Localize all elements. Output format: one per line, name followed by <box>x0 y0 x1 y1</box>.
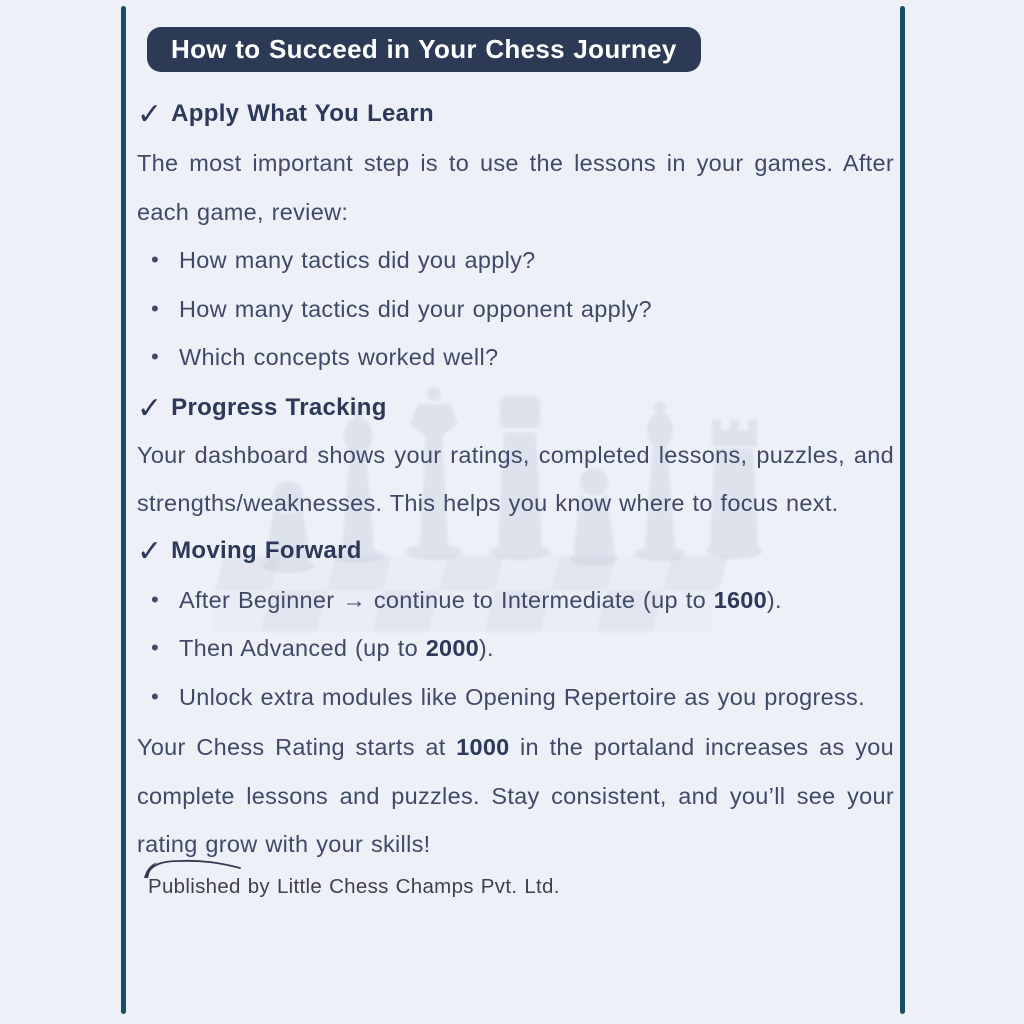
closing-paragraph: Your Chess Rating starts at 1000 in the portaland increases as you complete lessons and puzzles. Stay consistent, and you’ll see your rating grow with your skills! <box>137 734 894 857</box>
rating-value: 1600 <box>713 586 767 613</box>
bullet-text: Then Advanced (up to 2000). <box>179 635 494 661</box>
bullet-dot-icon: • <box>151 635 160 660</box>
starting-rating-value: 1000 <box>456 734 510 760</box>
title-banner-row <box>137 27 894 72</box>
list-item <box>137 576 894 625</box>
progress-paragraph: Your dashboard shows your ratings, completed lessons, puzzles, and strengths/weaknesses. This helps you know where to focus next. <box>137 441 894 516</box>
bullet-text: Which concepts worked well? <box>179 344 499 370</box>
title-banner <box>147 27 701 72</box>
bullet-text: How many tactics did you apply? <box>179 247 536 273</box>
footer-text: Published by Little Chess Champs Pvt. Ltd. <box>148 874 560 898</box>
section-heading-label: Progress Tracking <box>171 393 387 421</box>
list-item <box>137 624 894 673</box>
check-icon: ✓ <box>137 98 163 131</box>
apply-bullet-list <box>137 236 894 382</box>
list-item <box>137 333 894 382</box>
bullet-dot-icon: • <box>151 683 160 709</box>
page-title: How to Succeed in Your Chess Journey <box>171 34 677 64</box>
section-heading-label: Apply What You Learn <box>171 100 434 127</box>
bullet-dot-icon: • <box>151 295 160 321</box>
list-item <box>137 673 894 722</box>
left-border-line <box>121 6 126 1014</box>
bullet-text: How many tactics did your opponent apply? <box>179 295 652 322</box>
section-heading-apply <box>137 96 894 132</box>
list-item <box>137 285 894 334</box>
rating-value: 2000 <box>425 635 479 661</box>
apply-paragraph: The most important step is to use the lessons in your games. After each game, review: <box>137 150 894 225</box>
bullet-text: After Beginner → continue to Intermediate (up to 1600). <box>179 586 782 613</box>
check-icon: ✓ <box>137 534 163 568</box>
section-heading-label: Moving Forward <box>171 536 362 564</box>
bullet-dot-icon: • <box>151 344 160 369</box>
right-border-line <box>900 6 905 1014</box>
section-heading-forward <box>137 533 894 569</box>
bullet-dot-icon: • <box>151 586 160 612</box>
section-heading-progress <box>137 390 894 426</box>
check-icon: ✓ <box>137 391 163 425</box>
footer <box>137 872 894 902</box>
page-content <box>137 27 894 902</box>
list-item <box>137 236 894 285</box>
flourish-swash-icon <box>141 858 243 880</box>
bullet-dot-icon: • <box>151 247 160 272</box>
bullet-text: Unlock extra modules like Opening Repertoire as you progress. <box>179 683 865 710</box>
forward-bullet-list <box>137 576 894 722</box>
